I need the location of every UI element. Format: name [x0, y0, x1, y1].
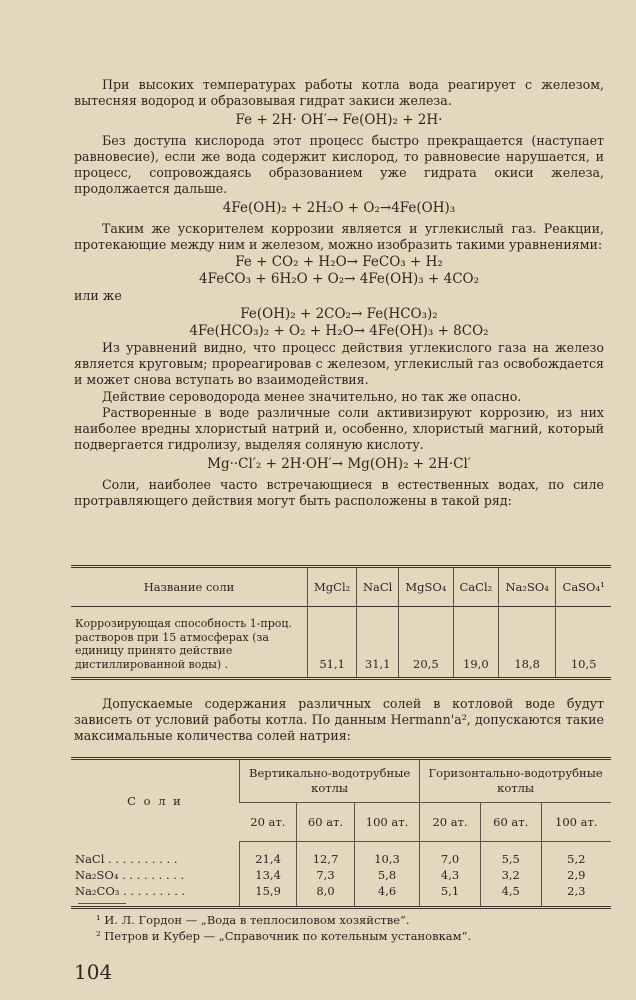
equation-7: Mg··Cl′₂ + 2H·OH′→ Mg(OH)₂ + 2H·Cl′ [207, 456, 471, 473]
equation-6: 4Fe(HCO₃)₂ + O₂ + H₂O→ 4Fe(OH)₃ + 8CO₂ [189, 322, 489, 339]
table1-salt-5: CaSO₄¹ [556, 567, 611, 607]
table2-cell: 4,5 [480, 883, 541, 908]
table2-pressure-2: 100 ат. [354, 803, 419, 842]
salt-corrosion-table [71, 565, 611, 680]
body-text-2 [74, 696, 604, 745]
conjunction-text: или же [74, 288, 122, 304]
footnote-2: ² Петров и Кубер — „Справочник по котельным установкам“. [96, 929, 472, 943]
table2-cell: 8,0 [297, 883, 355, 908]
table2-cell: 10,3 [354, 842, 419, 868]
table2-cell: 4,3 [420, 867, 481, 883]
footnotes [96, 912, 596, 944]
table1-salt-2: MgSO₄ [399, 567, 454, 607]
table1-header-label: Название соли [71, 567, 308, 607]
paragraph-5: Действие сероводорода менее значительно, но так же опасно. [102, 388, 522, 404]
equation-1: Fe + 2H· OH′→ Fe(OH)₂ + 2H· [235, 112, 443, 129]
sodium-salts-table [71, 757, 611, 909]
table2-pressure-5: 100 ат. [541, 803, 611, 842]
table2-corner: С о л и [71, 759, 240, 842]
paragraph-3: Таким же ускорителем коррозии является и углекислый газ. Реакции, протекающие между ним и железом, можно изобразить такими уравнениями: [74, 220, 604, 252]
table2-cell: 13,4 [240, 867, 297, 883]
equation-5: Fe(OH)₂ + 2CO₂→ Fe(HCO₃)₂ [240, 305, 438, 322]
table1-value-2: 20,5 [399, 607, 454, 679]
table2-cell: 12,7 [297, 842, 355, 868]
table1-value-5: 10,5 [556, 607, 611, 679]
table2-cell: 5,2 [541, 842, 611, 868]
table2-cell: 7,3 [297, 867, 355, 883]
paragraph-1: При высоких температурах работы котла вода реагирует с железом, вытесняя водород и образовывая гидрат закиси железа. [74, 77, 604, 109]
paragraph-7: Соли, наиболее часто встречающиеся в естественных водах, по силе протравляющего действия могут быть расположены в такой ряд: [74, 476, 604, 508]
table1-value-4: 18,8 [499, 607, 556, 679]
paragraph-6: Растворенные в воде различные соли активизируют коррозию, из них наиболее вредны хлористый натрий и, особенно, хлористый магний, который подвергается гидролизу, выделяя соляную кислоту. [74, 404, 604, 453]
table2-cell: 2,9 [541, 867, 611, 883]
table1-value-3: 19,0 [453, 607, 498, 679]
table2-cell: 15,9 [240, 883, 297, 908]
paragraph-2: Без доступа кислорода этот процесс быстро прекращается (наступает равновесие), если же вода содержит кислород, то равновесие нарушается, и процесс, сопровождаясь образованием уже гидрата окиси железа, продолжается дальше. [74, 132, 604, 197]
table2-cell: 4,6 [354, 883, 419, 908]
table2-cell: 5,5 [480, 842, 541, 868]
table2-group-horizontal: Горизонтально-водотрубные котлы [420, 759, 611, 803]
body-text [74, 77, 604, 509]
equation-2: 4Fe(OH)₂ + 2H₂O + O₂→4Fe(OH)₃ [222, 200, 456, 217]
table2-pressure-4: 60 ат. [480, 803, 541, 842]
table2-pressure-1: 60 ат. [297, 803, 355, 842]
table2-cell: 5,8 [354, 867, 419, 883]
page-number: 104 [74, 960, 113, 984]
equation-4: 4FeCO₃ + 6H₂O + O₂→ 4Fe(OH)₃ + 4CO₂ [198, 271, 479, 288]
table1-row-label: Коррозирующая способность 1-проц. растворов при 15 атмосферах (за единицу принято действие дистиллированной воды) . [71, 607, 308, 679]
footnote-separator [78, 903, 126, 904]
table1-value-1: 31,1 [357, 607, 399, 679]
table2-cell: 3,2 [480, 867, 541, 883]
table1-salt-3: CaCl₂ [453, 567, 498, 607]
paragraph-4: Из уравнений видно, что процесс действия углекислого газа на железо является круговым; прореагировав с железом, углекислый газ освобождается и может снова вступать во взаимодействия. [74, 340, 604, 388]
table2-row-salt: Na₂SO₄ . . . . . . . . . [75, 868, 185, 882]
paragraph-8: Допускаемые содержания различных солей в котловой воде будут зависеть от условий работы котла. По данным Hermann'a², допускаются такие максимальные количества солей натрия: [74, 696, 604, 744]
table2-pressure-3: 20 ат. [420, 803, 481, 842]
table1-salt-1: NaCl [357, 567, 399, 607]
table2-group-vertical: Вертикально-водотрубные котлы [240, 759, 420, 803]
table1-value-0: 51,1 [308, 607, 357, 679]
table1-salt-4: Na₂SO₄ [499, 567, 556, 607]
table2-cell: 5,1 [420, 883, 481, 908]
table1-salt-0: MgCl₂ [308, 567, 357, 607]
table2-row-salt: NaCl . . . . . . . . . . [75, 851, 178, 866]
table2-cell: 2,3 [541, 883, 611, 908]
table2-pressure-0: 20 ат. [240, 803, 297, 842]
table2-cell: 7,0 [420, 842, 481, 868]
table2-row-salt: Na₂CO₃ . . . . . . . . . [71, 883, 240, 908]
equation-3: Fe + CO₂ + H₂O→ FeCO₃ + H₂ [235, 254, 443, 271]
footnote-1: ¹ И. Л. Гордон — „Вода в теплосиловом хозяйстве“. [96, 913, 410, 927]
table2-cell: 21,4 [240, 842, 297, 868]
